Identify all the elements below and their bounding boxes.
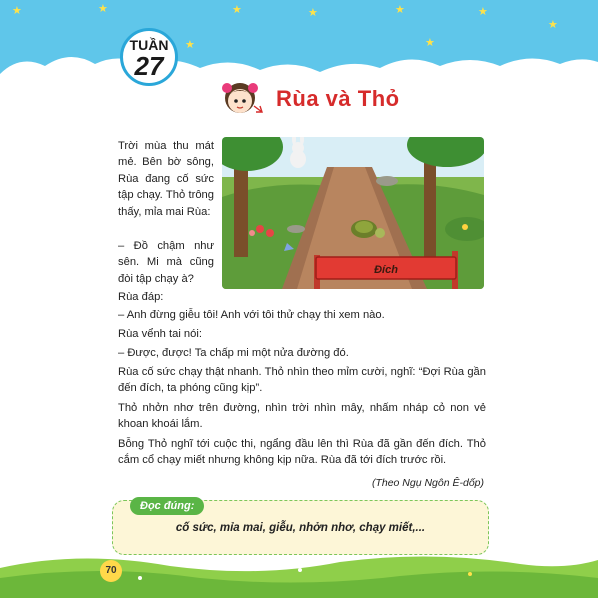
girl-mascot-icon bbox=[218, 76, 264, 120]
star-icon: ★ bbox=[478, 6, 488, 18]
star-icon: ★ bbox=[548, 19, 558, 31]
star-icon: ★ bbox=[308, 7, 318, 19]
story-paragraph: Rùa đáp: bbox=[118, 291, 164, 303]
story-source: (Theo Ngụ Ngôn Ê-dốp) bbox=[371, 477, 484, 489]
page-number: 70 bbox=[100, 560, 122, 582]
story-paragraph: – Đồ chậm như sên. Mi mà cũng đòi tập chạy à? bbox=[118, 240, 214, 285]
story-paragraph: – Được, được! Ta chấp mi một nửa đường đó. bbox=[118, 347, 349, 359]
story-paragraph: – Anh đừng giễu tôi! Anh với tôi thử chạy thi xem nào. bbox=[118, 309, 385, 321]
story-paragraph: Rùa cố sức chạy thật nhanh. Thỏ nhìn theo mỉm cười, nghĩ: “Đợi Rùa gần đến đích, ta phóng cũng kịp”. bbox=[118, 366, 486, 395]
ground-decoration bbox=[0, 548, 598, 598]
week-number: 27 bbox=[134, 51, 164, 81]
star-icon: ★ bbox=[98, 3, 108, 15]
story-paragraph: Thỏ nhởn nhơ trên đường, nhìn trời nhìn mây, nhấm nháp cỏ non vẻ khoan khoái lắm. bbox=[118, 402, 486, 431]
lesson-title: Rùa và Thỏ bbox=[276, 86, 400, 111]
reading-label: Đọc đúng: bbox=[130, 497, 204, 515]
week-badge bbox=[120, 28, 178, 86]
story-paragraph: Rùa vểnh tai nói: bbox=[118, 328, 202, 340]
story-illustration bbox=[222, 137, 484, 289]
star-icon: ★ bbox=[12, 5, 22, 17]
finish-sign-text: Đích bbox=[374, 264, 398, 276]
reading-words: cố sức, mỉa mai, giễu, nhởn nhơ, chạy miết,... bbox=[175, 522, 426, 534]
week-label: TUẦN bbox=[129, 37, 169, 53]
star-icon: ★ bbox=[232, 4, 242, 16]
story-paragraph: Bỗng Thỏ nghĩ tới cuộc thi, ngẩng đầu lên thì Rùa đã gần đến đích. Thỏ cắm cổ chạy miết nhưng không kịp nữa. Rùa đã tới đích trước rồi. bbox=[118, 438, 486, 467]
star-icon: ★ bbox=[395, 4, 405, 16]
star-icon: ★ bbox=[185, 39, 195, 51]
star-icon: ★ bbox=[425, 37, 435, 49]
story-paragraph: Trời mùa thu mát mẻ. Bên bờ sông, Rùa đang cố sức tập chạy. Thỏ trông thấy, mỉa mai Rùa: bbox=[118, 140, 214, 218]
